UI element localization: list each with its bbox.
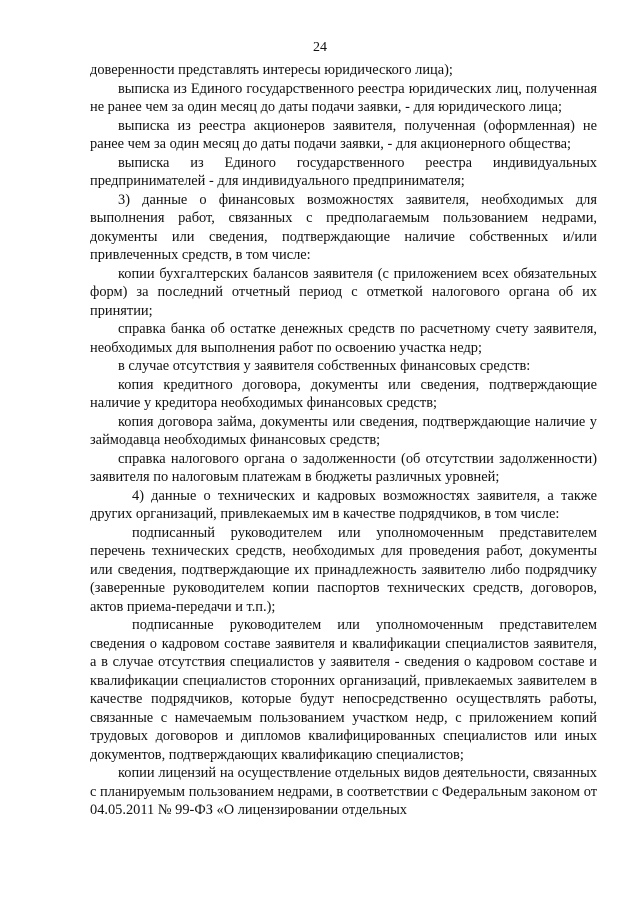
paragraph: выписка из реестра акционеров заявителя, полученная (оформленная) не ранее чем за один месяц до даты подачи заявки, - для акционерного общества; [90,117,597,152]
page-number: 24 [313,40,327,55]
paragraph: копии бухгалтерских балансов заявителя (с приложением всех обязательных форм) за последний отчетный период с отметкой налогового органа об их принятии; [90,265,597,319]
paragraph: справка налогового органа о задолженности (об отсутствии задолженности) заявителя по налоговым платежам в бюджеты различных уровней; [90,450,597,485]
paragraph: копия договора займа, документы или сведения, подтверждающие наличие у займодавца необходимых финансовых средств; [90,413,597,448]
paragraph: подписанные руководителем или уполномоченным представителем сведения о кадровом составе заявителя и квалификации специалистов заявителя, а в случае отсутствия специалистов у заявителя - сведения о кадровом составе и квалификации специалистов сторонних организаций, привлекаемых заявителем в качестве подрядчиков, которые будут непосредственно осуществлять работы, связанные с намечаемым пользованием участком недр, с приложением копий трудовых договоров и дипломов квалифицированных специалистов или иных документов, подтверждающих квалификацию специалистов; [90,617,597,763]
paragraph: справка банка об остатке денежных средств по расчетному счету заявителя, необходимых для выполнения работ по освоению участка недр; [90,321,597,356]
paragraph: выписка из Единого государственного реестра индивидуальных предпринимателей - для индивидуального предпринимателя; [90,154,597,189]
document-body [90,61,597,820]
paragraph: 4) данные о технических и кадровых возможностях заявителя, а также других организаций, привлекаемых им в качестве подрядчиков, в том числе: [90,487,597,522]
paragraph: выписка из Единого государственного реестра юридических лиц, полученная не ранее чем за один месяц до даты подачи заявки, - для юридического лица; [90,80,597,115]
paragraph: 3) данные о финансовых возможностях заявителя, необходимых для выполнения работ, связанных с предполагаемым пользованием недрами, документы или сведения, подтверждающие наличие собственных и/или привлеченных средств, в том числе: [90,191,597,263]
paragraph: копия кредитного договора, документы или сведения, подтверждающие наличие у кредитора необходимых финансовых средств; [90,376,597,411]
paragraph: доверенности представлять интересы юридического лица); [90,62,453,78]
paragraph: в случае отсутствия у заявителя собственных финансовых средств: [118,358,531,374]
paragraph: подписанный руководителем или уполномоченным представителем перечень технических средств, необходимых для проведения работ, документы или сведения, подтверждающие их принадлежность заявителю либо подрядчику (заверенные руководителем копии паспортов технических средств, договоров, актов приема-передачи и т.п.); [90,524,597,615]
paragraph: копии лицензий на осуществление отдельных видов деятельности, связанных с планируемым пользованием недрами, в соответствии с Федеральным законом от 04.05.2011 № 99-ФЗ «О лицензировании отдельных [90,765,597,818]
